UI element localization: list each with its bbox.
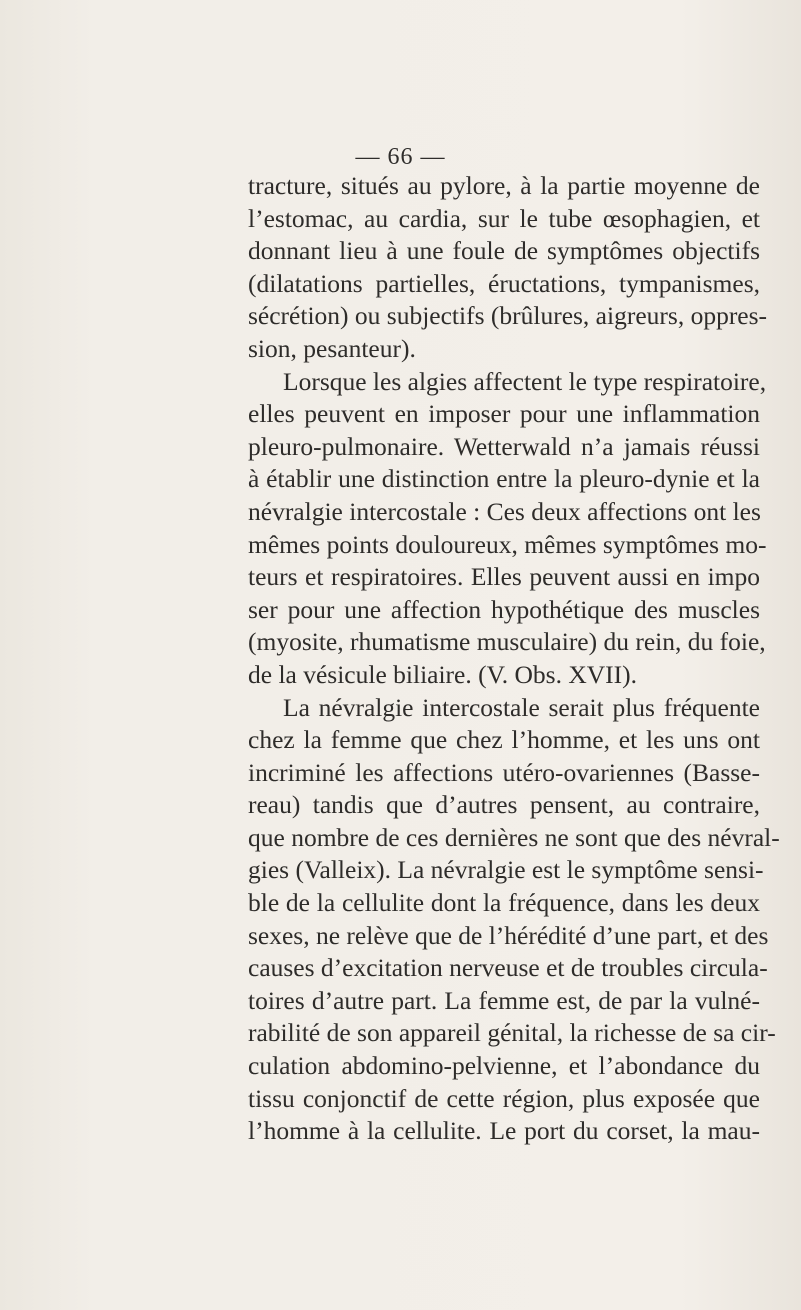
text-line: rabilité de son appareil génital, la richesse de sa cir- [248,1018,776,1048]
text-line: donnant lieu à une foule de symptômes objectifs [248,236,760,266]
text-line: ser pour une affection hypothétique des muscles [248,594,760,624]
body-text [248,170,780,1148]
text-line: teurs et respiratoires. Elles peuvent aussi en impo [248,562,760,592]
text-line: ble de la cellulite dont la fréquence, dans les deux [248,888,760,918]
text-line: causes d’excitation nerveuse et de troubles circula- [248,953,768,983]
text-line: tissu conjonctif de cette région, plus exposée que [248,1083,760,1113]
text-line: (dilatations partielles, éructations, tympanismes, [248,268,760,298]
text-line: sexes, ne relève que de l’hérédité d’une part, et des [248,920,769,950]
text-line: sécrétion) ou subjectifs (brûlures, aigreurs, oppres- [248,301,768,331]
text-line: (myosite, rhumatisme musculaire) du rein, du foie, [248,627,766,657]
text-line: l’estomac, au cardia, sur le tube œsophagien, et [248,203,760,233]
text-line: reau) tandis que d’autres pensent, au contraire, [248,790,760,820]
text-line: chez la femme que chez l’homme, et les uns ont [248,725,760,755]
text-line: mêmes points douloureux, mêmes symptômes mo- [248,529,767,559]
text-line: sion, pesanteur). [248,333,416,363]
text-line: à établir une distinction entre la pleuro-dynie et la [248,464,760,494]
text-line: incriminé les affections utéro-ovariennes (Basse- [248,757,760,787]
page-number: — 66 — [355,144,446,170]
text-line: l’homme à la cellulite. Le port du corset, la mau- [248,1116,760,1146]
text-line: pleuro-pulmonaire. Wetterwald n’a jamais réussi [248,431,760,461]
text-line: de la vésicule biliaire. (V. Obs. XVII). [248,659,637,689]
text-line: gies (Valleix). La névralgie est le symptôme sensi- [248,855,764,885]
text-line: elles peuvent en imposer pour une inflammation [248,399,760,429]
text-line: que nombre de ces dernières ne sont que des névral- [248,822,780,852]
text-line: névralgie intercostale : Ces deux affections ont les [248,496,761,526]
text-line: Lorsque les algies affectent le type respiratoire, [283,366,767,396]
text-line: culation abdomino-pelvienne, et l’abondance du [248,1051,760,1081]
text-line: toires d’autre part. La femme est, de par la vulné- [248,985,760,1015]
text-line: tracture, situés au pylore, à la partie moyenne de [248,171,760,200]
text-line: La névralgie intercostale serait plus fréquente [283,692,760,722]
